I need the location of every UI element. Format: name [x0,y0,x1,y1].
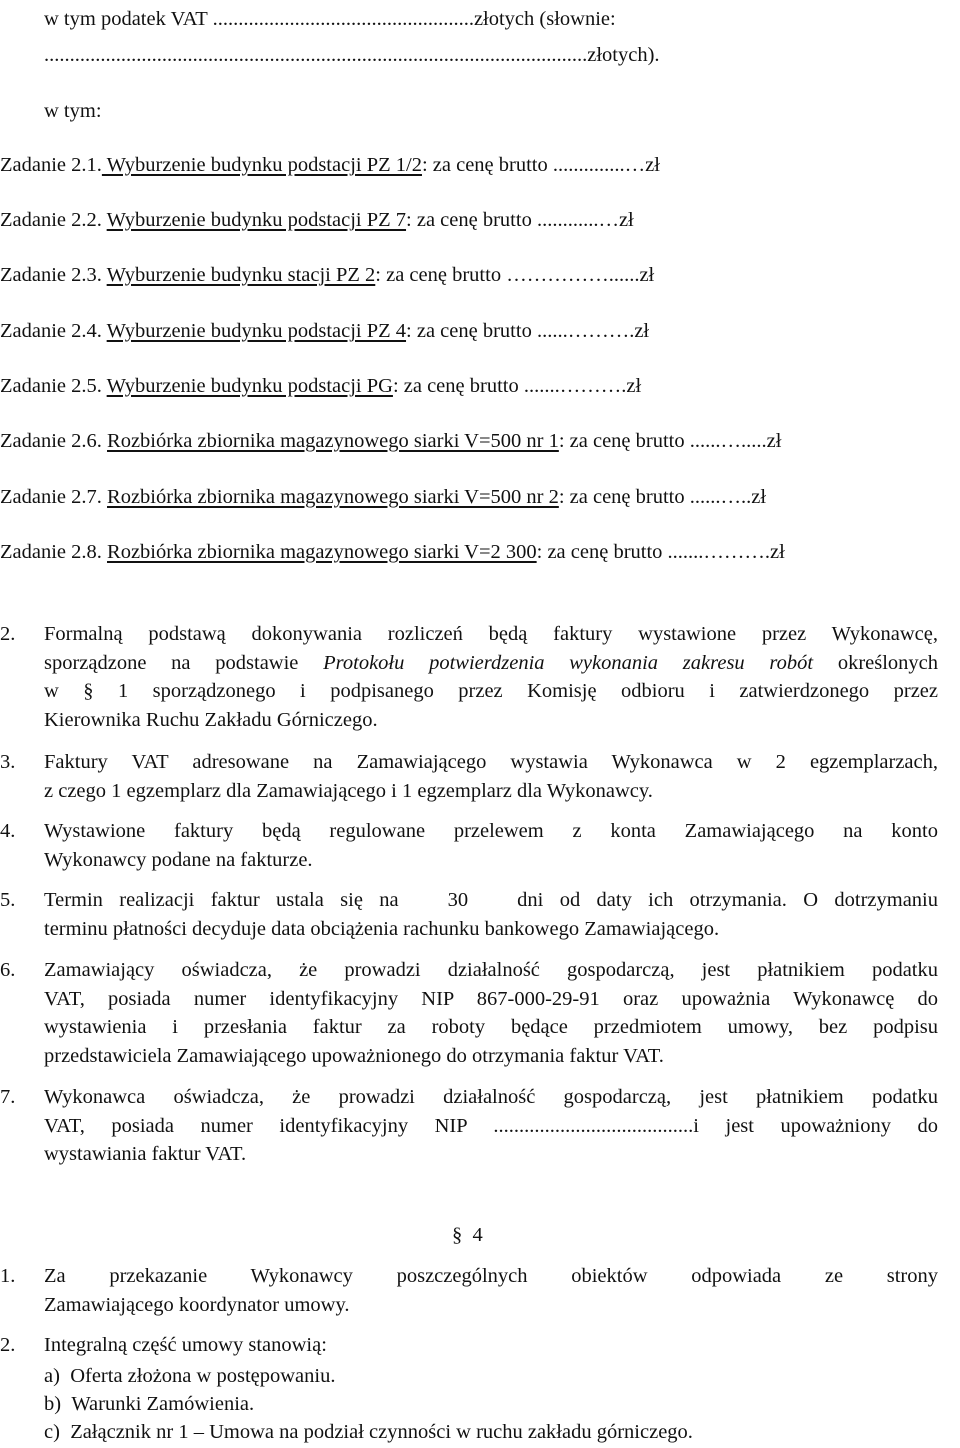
point-number: 7. [0,1086,16,1108]
zadanie-row: Zadanie 2.7. Rozbiórka zbiornika magazynowego siarki V=500 nr 2: za cenę brutto ......…..zł [0,486,767,508]
point-number: 2. [0,1334,16,1356]
point-text: Formalną podstawą dokonywania rozliczeń będą faktury wystawione przez Wykonawcę, sporządzone na podstawie Protokołu potwierdzenia wykonania zakresu robót określonych w § 1 sporządzonego i podpisanego przez Komisję odbioru i zatwierdzonego przez Kierownika Ruchu Zakładu Górniczego. [44,623,939,731]
point-number: 2. [0,623,16,645]
point-text: Wystawione faktury będą regulowane przelewem z konta Zamawiającego na konto Wykonawcy podane na fakturze. [44,820,938,871]
zadanie-row: Zadanie 2.3. Wyburzenie budynku stacji PZ 2: za cenę brutto ……………......zł [0,264,655,286]
item-text: Warunki Zamówienia. [71,1393,255,1415]
vat-line: w tym podatek VAT ...................................................złotych (słownie: [44,8,616,30]
zadanie-row: Zadanie 2.5. Wyburzenie budynku podstacji PG: za cenę brutto .......……….zł [0,375,642,397]
point-number: 3. [0,751,16,773]
item-label: a) [44,1365,60,1387]
section-heading: § 4 [452,1224,483,1246]
item-label: c) [44,1421,60,1443]
point-number: 5. [0,889,16,911]
point-text: Faktury VAT adresowane na Zamawiającego wystawia Wykonawca w 2 egzemplarzach, z czego 1 egzemplarz dla Zamawiającego i 1 egzemplarz dla Wykonawcy. [44,751,938,802]
zadanie-row: Zadanie 2.4. Wyburzenie budynku podstacji PZ 4: za cenę brutto ......……….zł [0,320,650,342]
list-item [44,1419,693,1445]
zadanie-row: Zadanie 2.1. Wyburzenie budynku podstacji PZ 1/2: za cenę brutto ..............…zł [0,154,660,176]
point-text: Zamawiający oświadcza, że prowadzi działalność gospodarczą, jest płatnikiem podatku VAT, posiada numer identyfikacyjny NIP 867-000-29-91 oraz upoważnia Wykonawcę do wystawienia i przesłania faktur za roboty będące przedmiotem umowy, bez podpisu przedstawiciela Zamawiającego upoważnionego do otrzymania faktur VAT. [44,959,938,1067]
item-text: Załącznik nr 1 – Umowa na podział czynności w ruchu zakładu górniczego. [70,1421,693,1443]
point-number: 6. [0,959,16,981]
point-text: Integralną część umowy stanowią: [44,1334,327,1356]
point-number: 1. [0,1265,16,1287]
item-text: Oferta złożona w postępowaniu. [70,1365,336,1387]
list-item [44,1363,335,1389]
point-text: Wykonawca oświadcza, że prowadzi działalność gospodarczą, jest płatnikiem podatku VAT, posiada numer identyfikacyjny NIP .......................................i jest upoważniony do wystawiania faktur VAT. [44,1086,938,1165]
w-tym-label: w tym: [44,100,102,122]
item-label: b) [44,1393,62,1415]
point-text: Termin realizacji faktur ustala się na 30 dni od daty ich otrzymania. O dotrzymaniu terminu płatności decyduje data obciążenia rachunku bankowego Zamawiającego. [44,889,938,940]
point-text: Za przekazanie Wykonawcy poszczególnych obiektów odpowiada ze strony Zamawiającego koordynator umowy. [44,1265,938,1316]
zadanie-row: Zadanie 2.8. Rozbiórka zbiornika magazynowego siarki V=2 300: za cenę brutto .......……….zł [0,541,785,563]
amount-words-line: ..........................................................................................................złotych). [44,44,660,66]
zadanie-row: Zadanie 2.2. Wyburzenie budynku podstacji PZ 7: za cenę brutto ............…zł [0,209,634,231]
point-number: 4. [0,820,16,842]
zadanie-row: Zadanie 2.6. Rozbiórka zbiornika magazynowego siarki V=500 nr 1: za cenę brutto ......….....zł [0,430,782,452]
list-item [44,1391,254,1417]
